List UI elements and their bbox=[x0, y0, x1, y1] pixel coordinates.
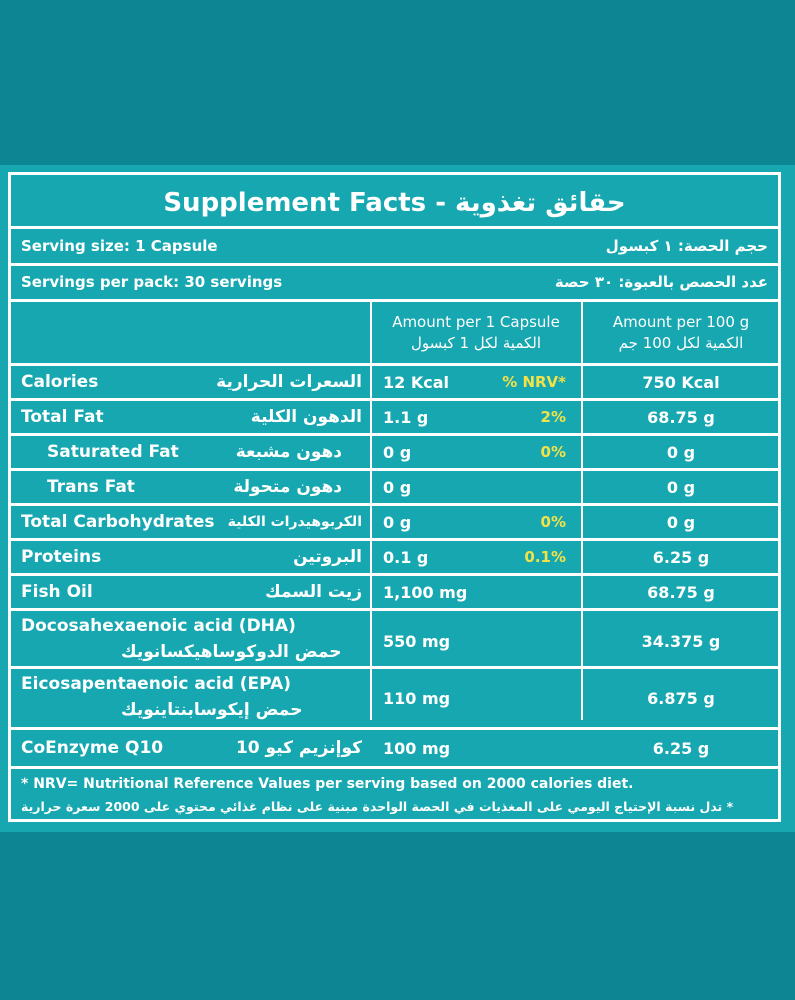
row-value-per-100g: 6.25 g bbox=[652, 738, 710, 758]
row-label-ar: زيت السمك bbox=[265, 582, 362, 602]
row-value-per-100g: 34.375 g bbox=[641, 631, 721, 651]
divider bbox=[11, 263, 778, 266]
column-header-per-100g-ar: الكمية لكل 100 جم bbox=[618, 334, 744, 352]
row-value-per-capsule: 1,100 mg bbox=[383, 582, 468, 602]
row-value-per-100g: 0 g bbox=[666, 512, 696, 532]
column-header-per-capsule-ar: الكمية لكل 1 كبسول bbox=[410, 334, 542, 352]
divider bbox=[11, 766, 778, 769]
supplement-facts-table bbox=[8, 172, 781, 822]
column-header-per-capsule-en: Amount per 1 Capsule bbox=[392, 313, 560, 331]
row-value-per-100g: 68.75 g bbox=[647, 582, 715, 602]
row-label-en: Total Fat bbox=[21, 407, 104, 427]
row-value-per-100g: 0 g bbox=[666, 477, 696, 497]
row-label-ar: حمض الدوكوساهيكسانويك bbox=[121, 642, 342, 662]
row-value-per-capsule: 550 mg bbox=[383, 631, 451, 651]
row-value-per-capsule: 0 g bbox=[383, 442, 412, 462]
column-header-per-100g bbox=[584, 303, 778, 363]
row-nrv: 0.1% bbox=[524, 548, 566, 566]
row-label-en: Calories bbox=[21, 372, 99, 392]
row-value-per-100g: 6.875 g bbox=[647, 688, 715, 708]
column-header-per-100g-en: Amount per 100 g bbox=[612, 313, 750, 331]
row-label-en: CoEnzyme Q10 bbox=[21, 738, 164, 758]
row-label-ar: السعرات الحرارية bbox=[216, 372, 362, 392]
row-value-per-100g: 68.75 g bbox=[647, 407, 715, 427]
row-label-en: Eicosapentaenoic acid (EPA) bbox=[21, 674, 291, 694]
divider bbox=[11, 299, 778, 302]
row-value-per-capsule: 12 Kcal bbox=[383, 372, 449, 392]
row-label-ar: دهون مشبعة bbox=[235, 442, 342, 462]
row-value-per-capsule: 0 g bbox=[383, 512, 412, 532]
row-value-per-capsule: 1.1 g bbox=[383, 407, 429, 427]
row-nrv: 0% bbox=[540, 443, 566, 461]
footnote-ar: * تدل نسبة الإحتياج اليومي على المغذيات في الحصة الواحدة مبنية على نظام غذائي محتوي على 2000 سعرة حرارية bbox=[21, 798, 734, 814]
row-label-en: Saturated Fat bbox=[47, 442, 179, 462]
row-value-per-100g: 0 g bbox=[666, 442, 696, 462]
servings-per-pack-ar: عدد الحصص بالعبوة: ٣٠ حصة bbox=[554, 273, 768, 291]
column-header-per-capsule bbox=[373, 303, 579, 363]
serving-size-en: Serving size: 1 Capsule bbox=[21, 237, 218, 255]
row-label-en: Total Carbohydrates bbox=[21, 512, 215, 532]
row-label-en: Docosahexaenoic acid (DHA) bbox=[21, 616, 296, 636]
footnote-en: * NRV= Nutritional Reference Values per serving based on 2000 calories diet. bbox=[21, 776, 634, 792]
row-value-per-capsule: 0 g bbox=[383, 477, 412, 497]
row-label-ar: دهون متحولة bbox=[233, 477, 342, 497]
row-value-per-100g: 6.25 g bbox=[652, 547, 710, 567]
row-value-per-capsule: 110 mg bbox=[383, 688, 451, 708]
table-title: Supplement Facts - حقائق تغذوية bbox=[163, 188, 626, 218]
row-value-per-100g: 750 Kcal bbox=[642, 372, 720, 392]
servings-per-pack-en: Servings per pack: 30 servings bbox=[21, 273, 283, 291]
row-label-en: Proteins bbox=[21, 547, 102, 567]
row-nrv: 2% bbox=[540, 408, 566, 426]
serving-size-ar: حجم الحصة: ١ كبسول bbox=[605, 237, 768, 255]
divider bbox=[11, 226, 778, 229]
row-label-en: Trans Fat bbox=[47, 477, 135, 497]
row-label-ar: البروتين bbox=[293, 547, 362, 567]
row-label-ar: حمض إيكوسابنتاينويك bbox=[121, 700, 303, 720]
row-nrv: % NRV* bbox=[502, 373, 566, 391]
row-nrv: 0% bbox=[540, 513, 566, 531]
row-label-ar: كوإنزيم كيو 10 bbox=[235, 738, 362, 758]
row-label-en: Fish Oil bbox=[21, 582, 93, 602]
row-value-per-capsule: 100 mg bbox=[383, 738, 451, 758]
row-value-per-capsule: 0.1 g bbox=[383, 547, 429, 567]
row-label-ar: الكربوهيدرات الكلية bbox=[227, 514, 362, 530]
row-label-ar: الدهون الكلية bbox=[250, 407, 362, 427]
